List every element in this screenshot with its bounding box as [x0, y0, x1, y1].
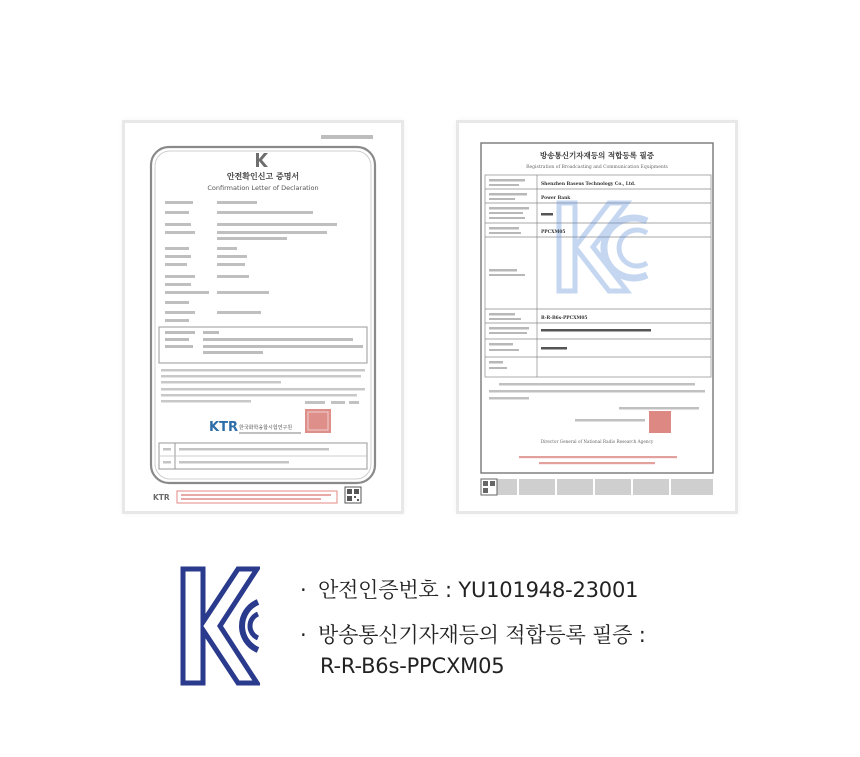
- doc2-signatory: Director General of National Radio Research Agency: [540, 439, 654, 444]
- doc1-title-en: Confirmation Letter of Declaration: [207, 184, 319, 192]
- safety-confirmation-certificate-drawing: [125, 123, 401, 511]
- registration-cert-number: R-R-B6s-PPCXM05: [320, 654, 505, 678]
- ktr-footer-logo: KTR: [153, 493, 170, 502]
- doc1-title-kr: 안전확인신고 증명서: [226, 172, 300, 181]
- registration-cert-label: 방송통신기자재등의 적합등록 필증 :: [318, 623, 646, 647]
- doc2-equipment-name: Power Bank: [541, 196, 571, 201]
- bullet-marker: ·: [300, 623, 307, 647]
- ktr-logo: KTR: [209, 420, 238, 435]
- doc2-company: Shenzhen Baseus Technology Co., Ltd.: [541, 182, 636, 187]
- qr-code-icon: [345, 487, 361, 503]
- registration-certificate-image: [459, 123, 735, 511]
- registration-cert-line: [300, 619, 646, 649]
- doc2-registration-number: R-R-B6s-PPCXM05: [541, 316, 588, 321]
- doc2-subtitle-en: Registration of Broadcasting and Communication Equipments: [526, 165, 668, 170]
- ktr-name-kr: 한국화학융합시험연구원: [239, 425, 293, 431]
- kc-certification-logo: [180, 566, 260, 686]
- doc2-title-kr: 방송통신기자재등의 적합등록 필증: [540, 151, 654, 160]
- safety-cert-number-line: [300, 574, 638, 604]
- registration-certificate-drawing: [459, 123, 735, 511]
- official-seal-stamp: [305, 409, 331, 433]
- safety-cert-number-text: 안전인증번호 : YU101948-23001: [318, 578, 639, 602]
- agency-seal-stamp: [649, 411, 671, 433]
- doc2-qr-icon: [481, 479, 497, 495]
- doc2-model-number: PPCXM05: [541, 230, 566, 235]
- safety-confirmation-certificate-image: [125, 123, 401, 511]
- bullet-marker: ·: [300, 578, 307, 602]
